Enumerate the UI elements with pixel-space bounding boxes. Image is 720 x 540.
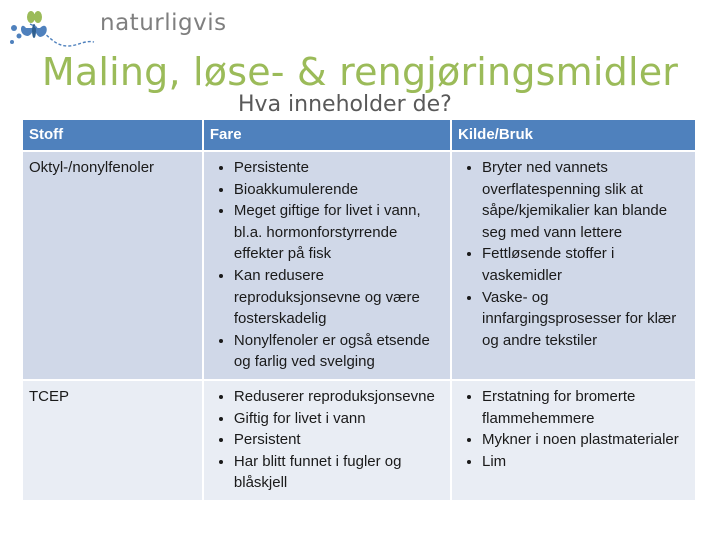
kilde-list: [458, 157, 689, 351]
list-item: • Vaske- og innfargingsprosesser for klær og andre tekstiler: [482, 287, 689, 352]
list-item: • Bryter ned vannets overflatespenning slik at såpe/kjemikalier kan blande seg med vann lettere: [482, 157, 689, 243]
list-item: • Nonylfenoler er også etsende og farlig ved svelging: [234, 330, 444, 373]
page-subtitle: Hva inneholder de?: [238, 92, 452, 117]
cell-stoff: Oktyl-/nonylfenoler: [23, 151, 203, 380]
header-kilde-bruk: Kilde/Bruk: [451, 120, 696, 151]
logo-text: naturligvis: [100, 10, 227, 36]
list-item: • Reduserer reproduksjonsevne: [234, 386, 444, 408]
list-item: • Mykner i noen plastmaterialer: [482, 429, 689, 451]
header-fare: Fare: [203, 120, 451, 151]
list-item: • Fettløsende stoffer i vaskemidler: [482, 243, 689, 286]
butterfly-logo-icon: [8, 6, 100, 52]
list-item: • Bioakkumulerende: [234, 179, 444, 201]
table-row: [23, 151, 696, 380]
cell-kilde-bruk: [451, 380, 696, 500]
list-item: • Erstatning for bromerte flammehemmere: [482, 386, 689, 429]
list-item: • Persistente: [234, 157, 444, 179]
logo: [8, 6, 238, 52]
fare-list: [210, 386, 444, 494]
cell-stoff: TCEP: [23, 380, 203, 500]
cell-kilde-bruk: [451, 151, 696, 380]
list-item: • Giftig for livet i vann: [234, 408, 444, 430]
fare-list: [210, 157, 444, 373]
header-stoff: Stoff: [23, 120, 203, 151]
page-title: Maling, løse- & rengjøringsmidler: [41, 50, 679, 94]
cell-fare: [203, 151, 451, 380]
kilde-list: [458, 386, 689, 472]
list-item: • Har blitt funnet i fugler og blåskjell: [234, 451, 444, 494]
cell-fare: [203, 380, 451, 500]
table-header-row: [23, 120, 696, 151]
list-item: • Meget giftige for livet i vann, bl.a. hormonforstyrrende effekter på fisk: [234, 200, 444, 265]
list-item: • Kan redusere reproduksjonsevne og være fosterskadelig: [234, 265, 444, 330]
list-item: • Lim: [482, 451, 689, 473]
table-row: [23, 380, 696, 500]
list-item: • Persistent: [234, 429, 444, 451]
substances-table: [23, 120, 697, 500]
